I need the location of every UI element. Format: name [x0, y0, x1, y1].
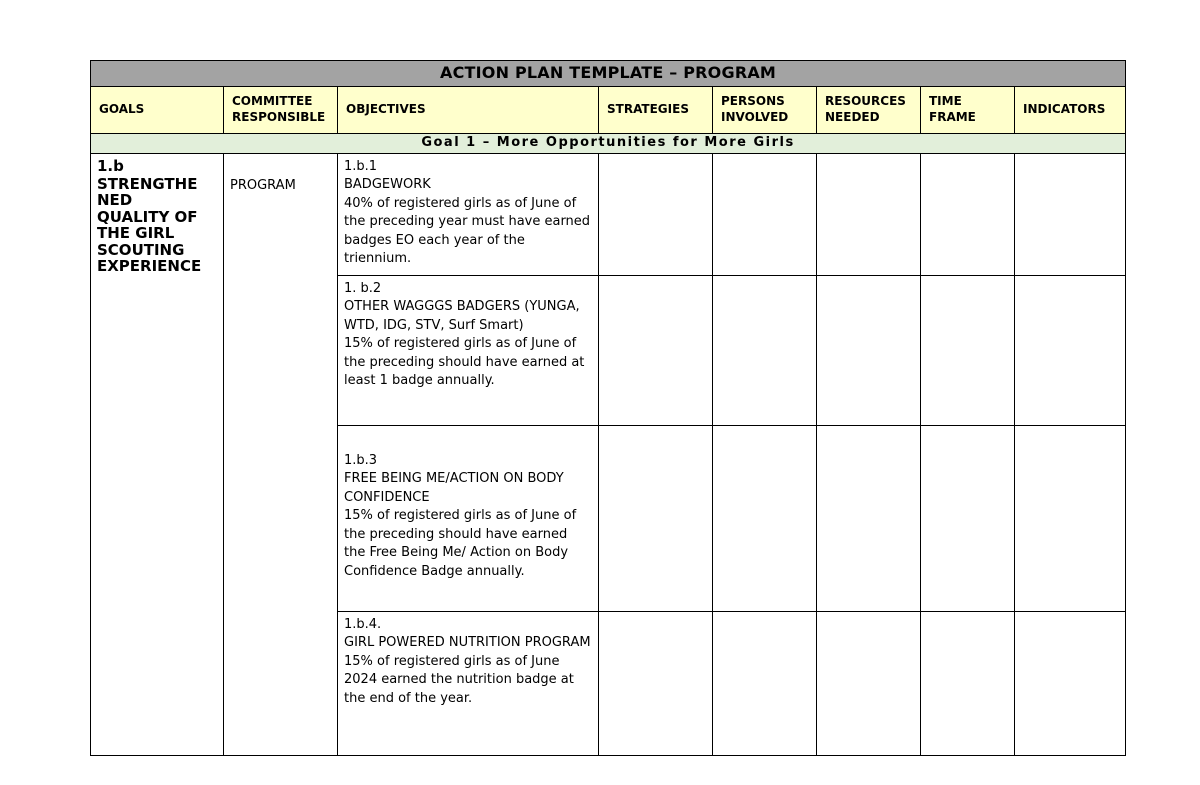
objective-1-code: 1.b.1: [344, 159, 378, 174]
goal-code: 1.b: [97, 157, 124, 175]
goals-cell: [91, 154, 224, 756]
objective-2-body: 15% of registered girls as of June of the preceding should have earned at least 1 badge annually.: [344, 336, 585, 389]
objective-cell-3: [338, 426, 599, 612]
objective-4-heading: GIRL POWERED NUTRITION PROGRAM: [344, 635, 591, 651]
title-row: [91, 61, 1126, 87]
resources-needed-cell-1: [817, 154, 921, 276]
objective-4-body: 15% of registered girls as of June 2024 earned the nutrition badge at the end of the year.: [344, 653, 574, 706]
indicators-cell-3: [1015, 426, 1126, 612]
objective-1-heading: BADGEWORK: [344, 177, 431, 193]
objective-2-heading: OTHER WAGGGS BADGERS (YUNGA, WTD, IDG, STV, Surf Smart): [344, 299, 580, 333]
column-header-row: [91, 87, 1126, 134]
strategies-cell-3: [599, 426, 713, 612]
objective-4-code: 1.b.4.: [344, 617, 382, 632]
persons-involved-cell-2: [713, 276, 817, 426]
col-header-strategies: STRATEGIES: [599, 87, 713, 134]
time-frame-cell-3: [921, 426, 1015, 612]
col-header-time-frame: TIME FRAME: [921, 87, 1015, 134]
resources-needed-cell-3: [817, 426, 921, 612]
objective-row-1: [91, 154, 1126, 276]
committee-cell: PROGRAM: [224, 154, 338, 756]
objective-3-heading: FREE BEING ME/ACTION ON BODY CONFIDENCE: [344, 471, 564, 505]
goal-text: STRENGTHENED QUALITY OF THE GIRL SCOUTING EXPERIENCE: [97, 174, 202, 275]
persons-involved-cell-1: [713, 154, 817, 276]
col-header-committee-responsible: COMMITTEE RESPONSIBLE: [224, 87, 338, 134]
strategies-cell-4: [599, 612, 713, 756]
goal-banner-row: [91, 134, 1126, 154]
col-header-persons-involved: PERSONS INVOLVED: [713, 87, 817, 134]
persons-involved-cell-3: [713, 426, 817, 612]
action-plan-table: [90, 60, 1126, 756]
objective-2-code: 1. b.2: [344, 281, 382, 296]
col-header-goals: GOALS: [91, 87, 224, 134]
objective-cell-2: [338, 276, 599, 426]
goal-banner: Goal 1 – More Opportunities for More Girls: [91, 134, 1126, 154]
objective-cell-1: [338, 154, 599, 276]
objective-3-body: 15% of registered girls as of June of the preceding should have earned the Free Being Me/ Action on Body Confidence Badge annually.: [344, 508, 577, 579]
objective-cell-4: [338, 612, 599, 756]
strategies-cell-1: [599, 154, 713, 276]
resources-needed-cell-2: [817, 276, 921, 426]
indicators-cell-2: [1015, 276, 1126, 426]
col-header-resources-needed: RESOURCES NEEDED: [817, 87, 921, 134]
table-title: ACTION PLAN TEMPLATE – PROGRAM: [91, 61, 1126, 87]
col-header-objectives: OBJECTIVES: [338, 87, 599, 134]
objective-1-body: 40% of registered girls as of June of the preceding year must have earned badges EO each year of the triennium.: [344, 195, 591, 267]
resources-needed-cell-4: [817, 612, 921, 756]
indicators-cell-1: [1015, 154, 1126, 276]
strategies-cell-2: [599, 276, 713, 426]
time-frame-cell-4: [921, 612, 1015, 756]
objective-3-code: 1.b.3: [344, 453, 378, 468]
col-header-indicators: INDICATORS: [1015, 87, 1126, 134]
persons-involved-cell-4: [713, 612, 817, 756]
time-frame-cell-1: [921, 154, 1015, 276]
indicators-cell-4: [1015, 612, 1126, 756]
time-frame-cell-2: [921, 276, 1015, 426]
